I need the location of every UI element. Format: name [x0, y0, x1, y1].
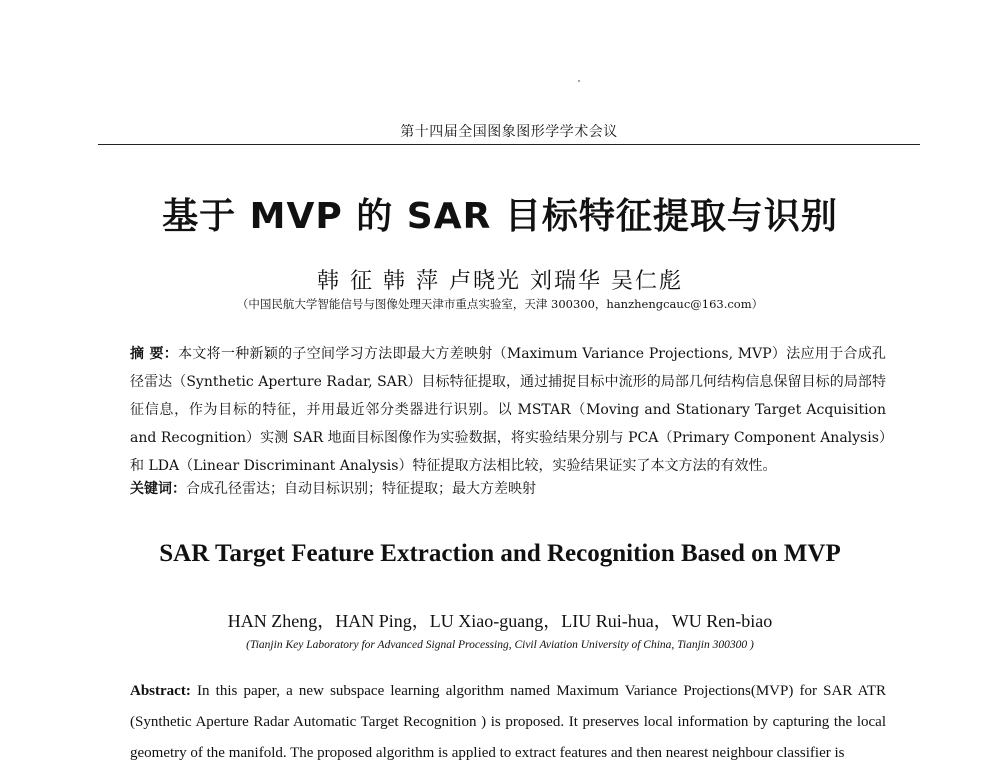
chinese-authors: 韩 征 韩 萍 卢晓光 刘瑞华 吴仁彪	[317, 269, 683, 294]
english-title: SAR Target Feature Extraction and Recognition Based on MVP	[159, 540, 841, 567]
conference-header: 第十四届全国图象图形学学术会议	[400, 124, 618, 140]
header-rule	[98, 144, 920, 145]
scan-speck	[578, 80, 580, 82]
chinese-title: 基于 MVP 的 SAR 目标特征提取与识别	[162, 196, 838, 237]
chinese-abstract-label: 摘 要：	[130, 346, 179, 362]
english-abstract-text: In this paper, a new subspace learning algorithm named Maximum Variance Projections(MVP) for SAR ATR (Synthetic Aperture Radar Automatic Target Recognition ) is proposed. It preserves local information by capturing the local geometry of the manifold. The proposed algorithm is applied to extract features and then nearest neighbour classifier is	[130, 683, 886, 761]
english-authors: HAN Zheng，HAN Ping，LU Xiao-guang，LIU Rui-hua，WU Ren-biao	[227, 611, 773, 631]
english-affiliation: (Tianjin Key Laboratory for Advanced Signal Processing, Civil Aviation University of China, Tianjin 300300 )	[246, 639, 754, 651]
chinese-keywords	[130, 478, 886, 500]
english-abstract	[130, 676, 886, 769]
english-abstract-label: Abstract:	[130, 683, 191, 699]
chinese-abstract	[130, 340, 886, 480]
chinese-keywords-text: 合成孔径雷达；自动目标识别；特征提取；最大方差映射	[186, 481, 536, 497]
chinese-abstract-text: 本文将一种新颖的子空间学习方法即最大方差映射（Maximum Variance Projections, MVP）法应用于合成孔径雷达（Synthetic Aperture Radar, SAR）目标特征提取，通过捕捉目标中流形的局部几何结构信息保留目标的局部特征信息，作为目标的特征，并用最近邻分类器进行识别。以 MSTAR（Moving and Stationary Target Acquisition and Recognition）实测 SAR 地面目标图像作为实验数据，将实验结果分别与 PCA（Primary Component Analysis）和 LDA（Linear Discriminant Analysis）特征提取方法相比较，实验结果证实了本文方法的有效性。	[130, 346, 887, 474]
chinese-affiliation: （中国民航大学智能信号与图像处理天津市重点实验室，天津 300300，hanzhengcauc@163.com）	[236, 297, 764, 311]
chinese-keywords-label: 关键词：	[130, 481, 186, 497]
